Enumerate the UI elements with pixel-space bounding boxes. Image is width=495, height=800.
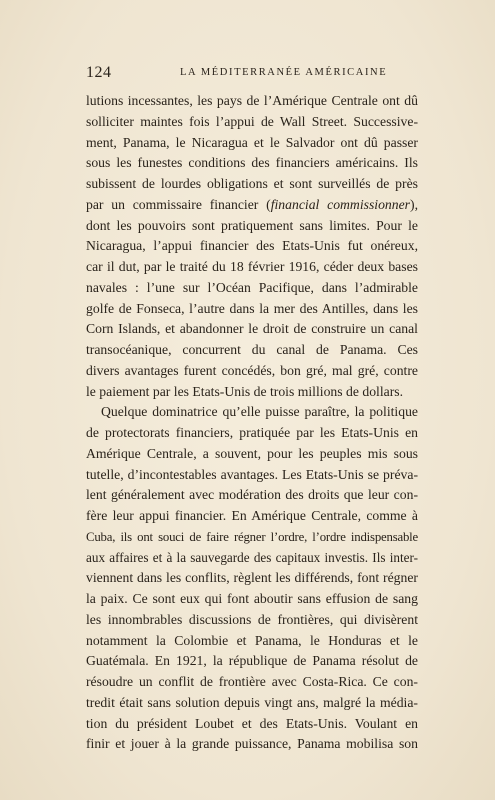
page-number: 124 xyxy=(86,64,112,81)
text-line xyxy=(86,195,418,216)
text-line: Quelque dominatrice qu’elle puisse paraître, la politique xyxy=(101,404,418,420)
text-line: résoudre un conflit de frontière avec Costa-Rica. Ce con- xyxy=(86,674,418,689)
text-line: dont les pouvoirs sont pratiquement sans limites. Pour le xyxy=(86,217,418,233)
page-header xyxy=(86,64,416,84)
text-line: notamment la Colombie et Panama, le Honduras et le xyxy=(86,632,418,648)
text-line: Cuba, ils ont souci de faire régner l’ordre, l’ordre indispensable xyxy=(86,529,418,544)
body-text xyxy=(86,91,418,755)
text-line: lent généralement avec modération des droits que leur con- xyxy=(86,487,418,503)
text-line: viennent dans les conflits, règlent les différends, font régner xyxy=(86,570,418,586)
italic-term: financial commissionner xyxy=(270,196,411,212)
text-line: le paiement par les Etats-Unis de trois millions de dollars. xyxy=(86,383,404,399)
text-line: aux affaires et à la sauvegarde des capitaux investis. Ils inter- xyxy=(86,549,418,565)
text-line: tutelle, d’incontestables avantages. Les Etats-Unis se préva- xyxy=(86,466,418,482)
text-line: transocéanique, concurrent du canal de Panama. Ces xyxy=(86,342,418,357)
text-line: ment, Panama, le Nicaragua et le Salvador ont dû passer xyxy=(86,134,418,150)
running-title: LA MÉDITERRANÉE AMÉRICAINE xyxy=(180,67,388,78)
text-line: golfe de Fonseca, l’autre dans la mer des Antilles, dans les xyxy=(86,300,418,316)
text-line: lutions incessantes, les pays de l’Amérique Centrale ont dû xyxy=(86,93,418,108)
text-line: navales : l’une sur l’Océan Pacifique, dans l’admirable xyxy=(86,279,418,295)
text-line: de protectorats financiers, pratiquée par les Etats-Unis en xyxy=(86,425,418,440)
text-line: divers avantages furent concédés, bon gré, mal gré, contre xyxy=(86,362,418,378)
text-line: les innombrables discussions de frontières, qui divisèrent xyxy=(86,611,418,627)
text-line: fère leur appui financier. En Amérique Centrale, comme à xyxy=(86,508,418,523)
text-line: solliciter maintes fois l’appui de Wall Street. Successive- xyxy=(86,113,418,129)
text-line: sous les funestes conditions des financiers américains. Ils xyxy=(86,155,418,171)
text-line: Corn Islands, et abandonner le droit de construire un canal xyxy=(86,321,418,337)
text-line: car il dut, par le traité du 18 février 1916, céder deux bases xyxy=(86,259,418,274)
text-segment: par un commissaire financier ( xyxy=(86,196,271,212)
text-line: finir et jouer à la grande puissance, Panama mobilisa son xyxy=(86,736,418,752)
text-line: Amérique Centrale, a souvent, pour les peuples mis sous xyxy=(86,445,418,461)
text-segment: ), xyxy=(410,196,418,212)
text-line: subissent de lourdes obligations et sont surveillés de près xyxy=(86,176,418,191)
text-line: tredit était sans solution depuis vingt ans, malgré la média- xyxy=(86,694,418,710)
text-line: Nicaragua, l’appui financier des Etats-Unis fut onéreux, xyxy=(86,238,418,254)
text-line: tion du président Loubet et des Etats-Unis. Voulant en xyxy=(86,715,418,731)
text-line: Guatémala. En 1921, la république de Panama résolut de xyxy=(86,653,418,669)
text-line: la paix. Ce sont eux qui font aboutir sans effusion de sang xyxy=(86,591,418,606)
